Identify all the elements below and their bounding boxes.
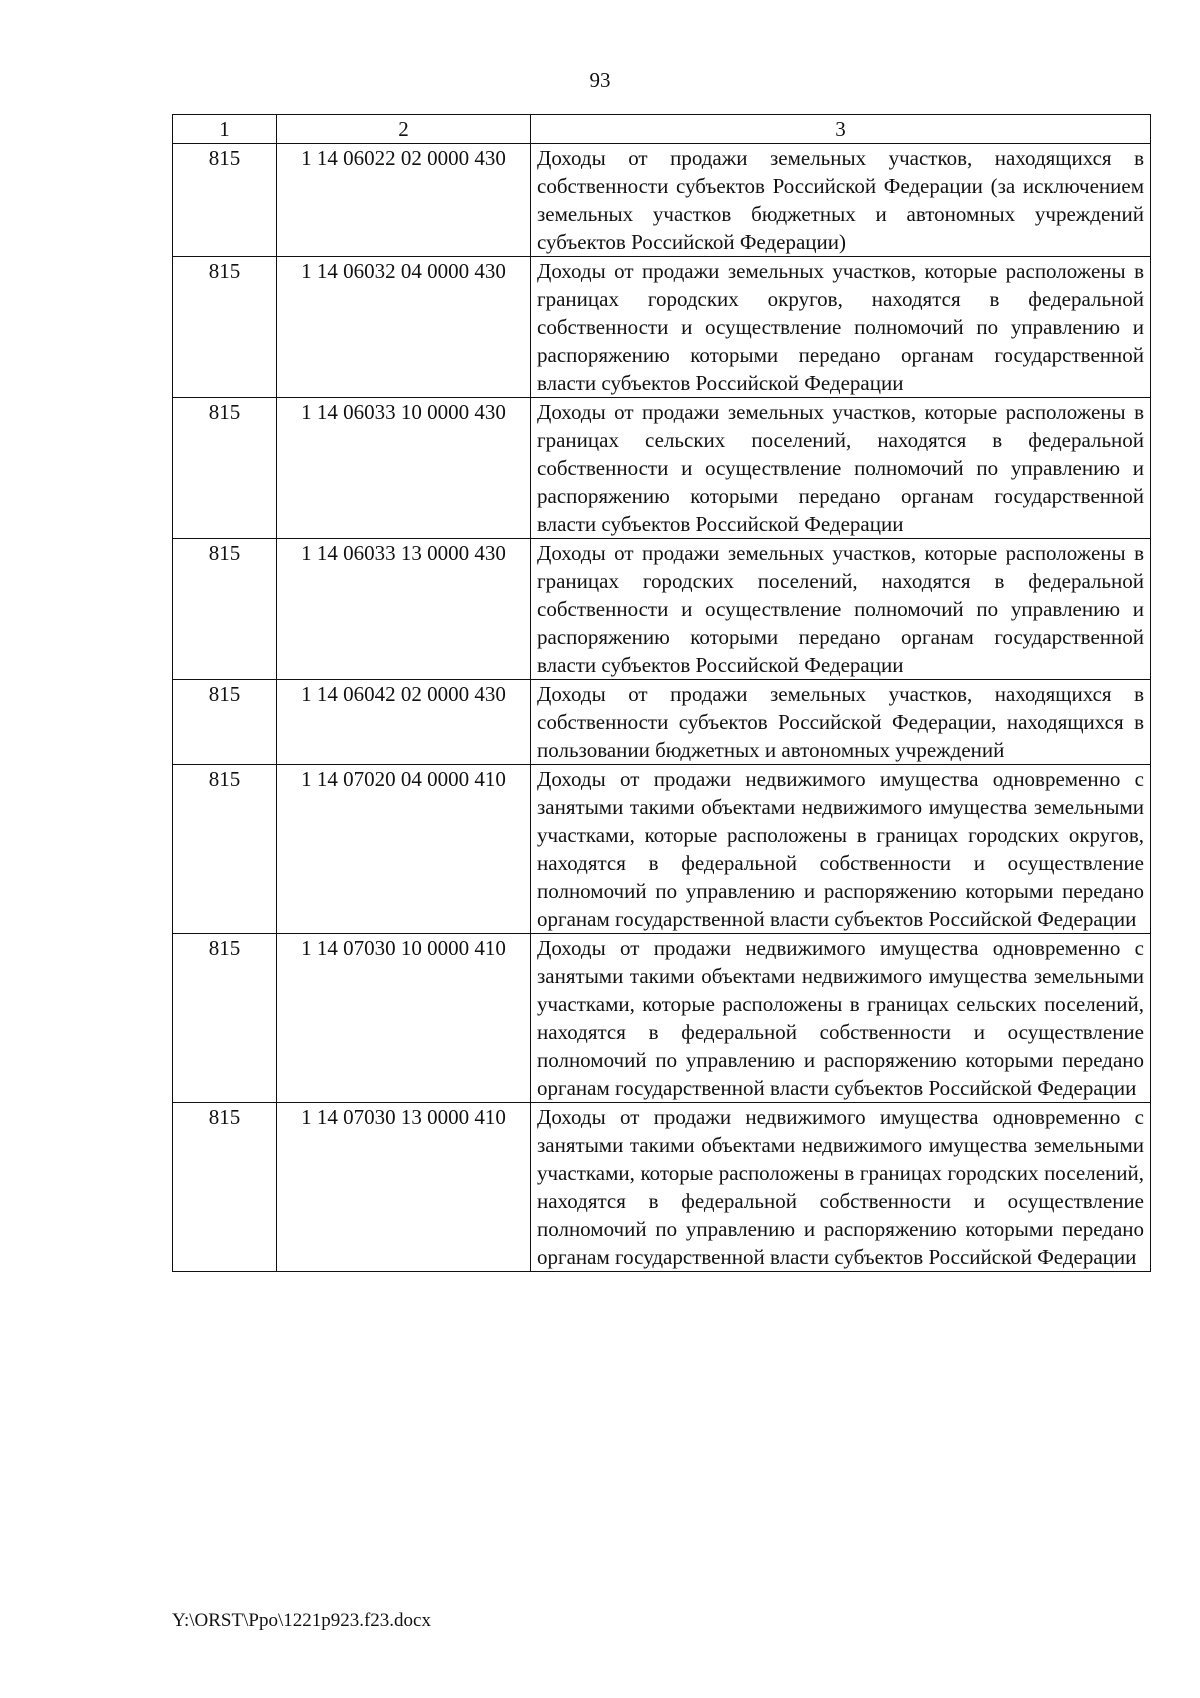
admin-code-cell: 815 (173, 539, 277, 680)
admin-code-cell: 815 (173, 765, 277, 934)
table-row (173, 144, 1151, 257)
admin-code-cell: 815 (173, 1103, 277, 1272)
column-header-2: 2 (277, 115, 531, 144)
description-cell: Доходы от продажи земельных участков, находящихся в собственности субъектов Российской Федерации, находящихся в пользовании бюджетных и автономных учреждений (531, 680, 1151, 765)
budget-code-cell: 1 14 06033 10 0000 430 (277, 398, 531, 539)
table-header-row (173, 115, 1151, 144)
admin-code-cell: 815 (173, 680, 277, 765)
admin-code-cell: 815 (173, 398, 277, 539)
budget-code-cell: 1 14 06042 02 0000 430 (277, 680, 531, 765)
budget-code-cell: 1 14 06033 13 0000 430 (277, 539, 531, 680)
revenue-codes-table (172, 114, 1151, 1272)
table-row (173, 934, 1151, 1103)
column-header-1: 1 (173, 115, 277, 144)
table-row (173, 765, 1151, 934)
table-row (173, 539, 1151, 680)
budget-code-cell: 1 14 06032 04 0000 430 (277, 257, 531, 398)
description-cell: Доходы от продажи земельных участков, которые расположены в границах городских поселений, находятся в федеральной собственности и осуществление полномочий по управлению и распоряжению которыми передано органам государственной власти субъектов Российской Федерации (531, 539, 1151, 680)
budget-code-cell: 1 14 07030 13 0000 410 (277, 1103, 531, 1272)
admin-code-cell: 815 (173, 934, 277, 1103)
description-cell: Доходы от продажи земельных участков, которые расположены в границах городских округов, находятся в федеральной собственности и осуществление полномочий по управлению и распоряжению которыми передано органам государственной власти субъектов Российской Федерации (531, 257, 1151, 398)
description-cell: Доходы от продажи недвижимого имущества одновременно с занятыми такими объектами недвижимого имущества земельными участками, которые расположены в границах городских округов, находятся в федеральной собственности и осуществление полномочий по управлению и распоряжению которыми передано органам государственной власти субъектов Российской Федерации (531, 765, 1151, 934)
file-path-footer: Y:\ORST\Ppo\1221p923.f23.docx (172, 1610, 431, 1631)
description-cell: Доходы от продажи земельных участков, находящихся в собственности субъектов Российской Федерации (за исключением земельных участков бюджетных и автономных учреждений субъектов Российской Федерации) (531, 144, 1151, 257)
table-row (173, 257, 1151, 398)
budget-code-cell: 1 14 06022 02 0000 430 (277, 144, 531, 257)
description-cell: Доходы от продажи недвижимого имущества одновременно с занятыми такими объектами недвижимого имущества земельными участками, которые расположены в границах городских поселений, находятся в федеральной собственности и осуществление полномочий по управлению и распоряжению которыми передано органам государственной власти субъектов Российской Федерации (531, 1103, 1151, 1272)
admin-code-cell: 815 (173, 144, 277, 257)
budget-code-cell: 1 14 07020 04 0000 410 (277, 765, 531, 934)
table-row (173, 1103, 1151, 1272)
column-header-3: 3 (531, 115, 1151, 144)
budget-code-cell: 1 14 07030 10 0000 410 (277, 934, 531, 1103)
description-cell: Доходы от продажи земельных участков, которые расположены в границах сельских поселений, находятся в федеральной собственности и осуществление полномочий по управлению и распоряжению которыми передано органам государственной власти субъектов Российской Федерации (531, 398, 1151, 539)
admin-code-cell: 815 (173, 257, 277, 398)
page-number: 93 (589, 68, 611, 92)
description-cell: Доходы от продажи недвижимого имущества одновременно с занятыми такими объектами недвижимого имущества земельными участками, которые расположены в границах сельских поселений, находятся в федеральной собственности и осуществление полномочий по управлению и распоряжению которыми передано органам государственной власти субъектов Российской Федерации (531, 934, 1151, 1103)
table-row (173, 680, 1151, 765)
table-row (173, 398, 1151, 539)
